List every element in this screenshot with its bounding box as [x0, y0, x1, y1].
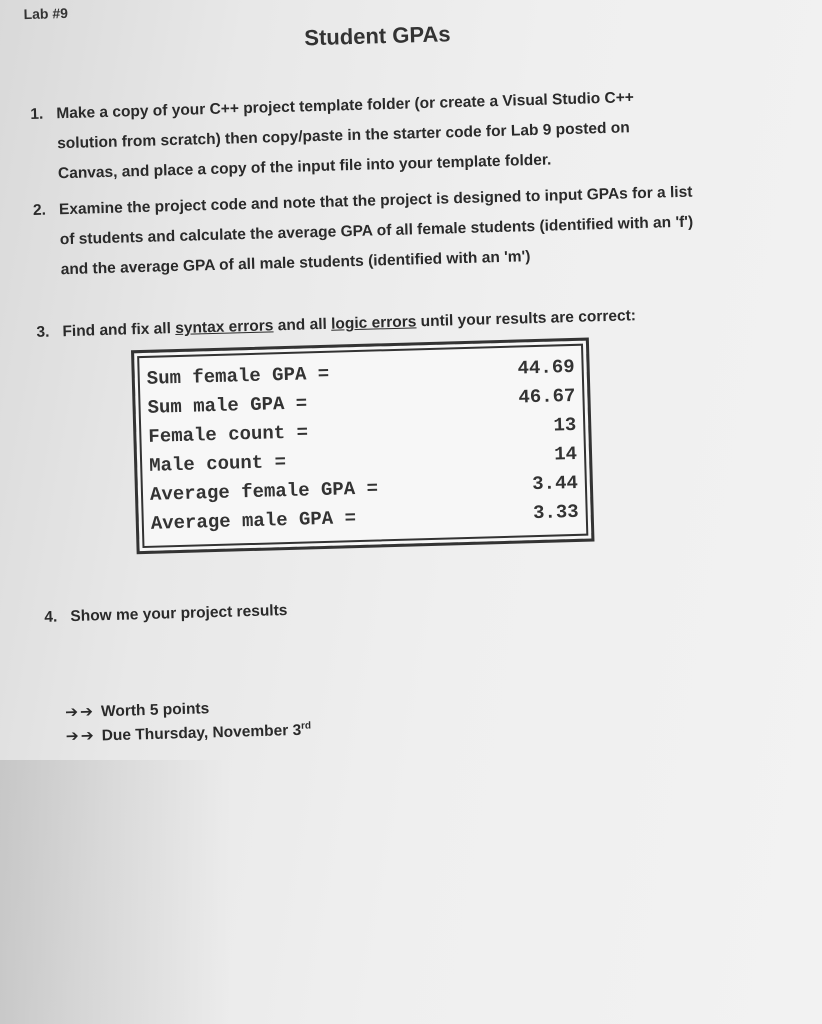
lab-label: Lab #9	[23, 4, 69, 23]
step-2-line-2: of students and calculate the average GPA of all female students (identified with an 'f')	[59, 213, 694, 249]
step-4: 4. Show me your project results	[44, 592, 445, 633]
step-number: 4.	[44, 608, 58, 626]
console-row: Average female GPA = 3.44	[149, 471, 579, 506]
arrow-icon: ➔➔	[65, 727, 96, 746]
step-number: 3.	[36, 323, 50, 341]
logic-errors-text: logic errors	[330, 313, 417, 333]
syntax-errors-text: syntax errors	[174, 317, 274, 338]
step-2-line-1: Examine the project code and note that the project is designed to input GPAs for a list	[58, 183, 693, 219]
console-row: Average male GPA = 3.33	[150, 500, 579, 535]
page-title: Student GPAs	[303, 21, 451, 51]
points-note: ➔➔ Worth 5 points	[64, 700, 210, 722]
step-number: 2.	[32, 201, 47, 219]
step-1	[30, 80, 752, 190]
console-row: Sum female GPA = 44.69	[146, 355, 575, 390]
step-2	[33, 175, 795, 286]
step-1-line-2: solution from scratch) then copy/paste in the starter code for Lab 9 posted on	[56, 119, 630, 153]
console-output-box	[131, 338, 595, 555]
step-2-line-3: and the average GPA of all male students (identified with an 'm')	[60, 248, 531, 279]
console-row: Male count = 14	[148, 442, 578, 477]
due-date-note: ➔➔ Due Thursday, November 3rd	[65, 720, 312, 746]
console-row: Female count = 13	[148, 413, 577, 448]
step-3: 3. Find and fix all syntax errors and all logic errors until your results are correct:	[36, 298, 737, 348]
step-number: 1.	[30, 105, 44, 124]
step-1-line-3: Canvas, and place a copy of the input file into your template folder.	[57, 151, 552, 183]
arrow-icon: ➔➔	[64, 703, 96, 722]
console-row: Sum male GPA = 46.67	[147, 384, 576, 419]
step-1-line-1: Make a copy of your C++ project template folder (or create a Visual Studio C++	[56, 89, 635, 123]
